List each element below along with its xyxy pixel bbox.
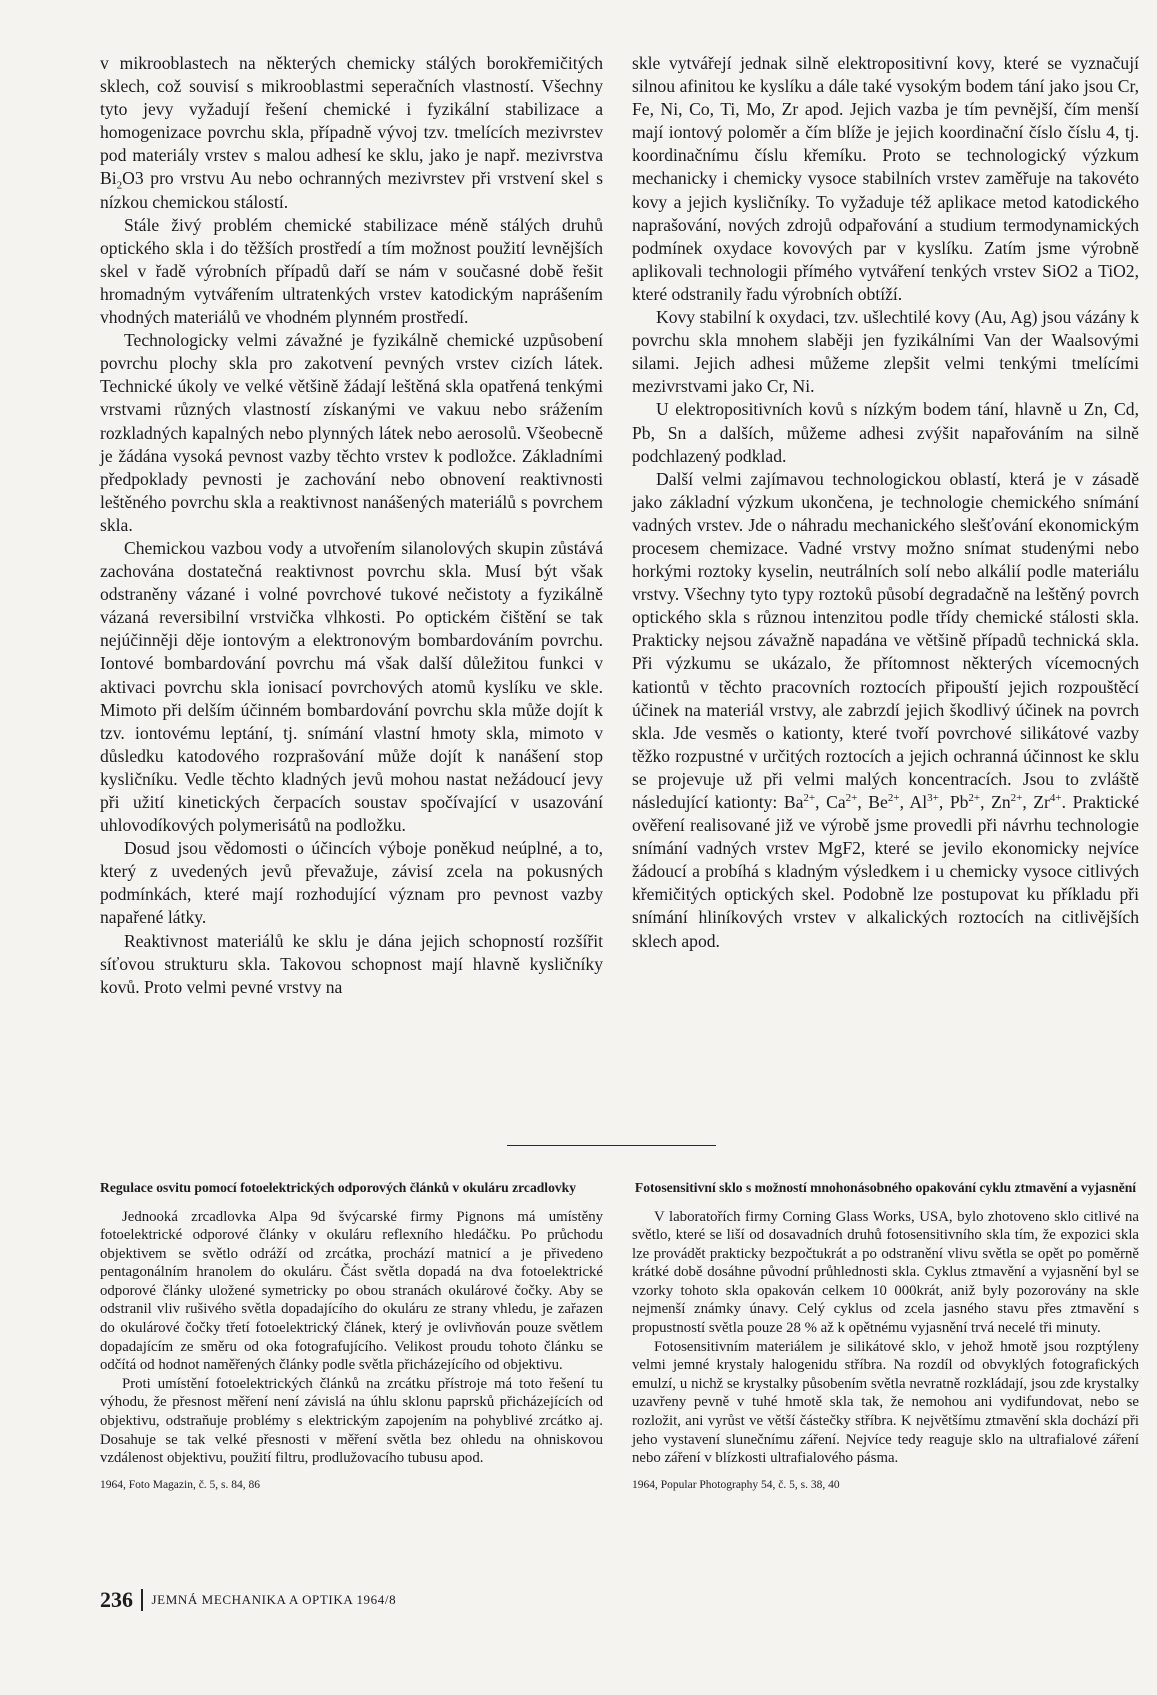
paragraph: Technologicky velmi závažné je fyzikálně chemické uzpůsobení povrchu plochy skla pro zakotvení pevných vrstev cizích látek. Technické úkoly ve velké většině žádají leštěná skla opatřená tenkými vrstvami různých vlastností získanými ve vakuu nebo srážením rozkladných kapalných nebo plynných látek nebo aerosolů. Všeobecně je žádána vysoká pevnost vazby těchto vrstev k podložce. Základními předpoklady pevnosti je zachování nebo obnovení reaktivnosti leštěného povrchu skla a reaktivnost nanášených materiálů s povrchem skla. bbox=[100, 330, 603, 535]
paragraph: Stále živý problém chemické stabilizace méně stálých druhů optického skla i do těžších prostředí a tím možnost použití levnějších skel v řadě výrobních případů daří se nám v současné době řešit hromadným vytvářením ultratenkých vrstev katodickým naprášením vhodných materiálů ve vhodném plynném prostředí. bbox=[100, 214, 603, 328]
paragraph: V laboratořích firmy Corning Glass Works, USA, bylo zhotoveno sklo citlivé na světlo, které se liší od dosavadních druhů fotosensitivního skla tím, že expozici skla lze provádět prakticky bezpočtukrát a po odstranění vlivu světla se opět po poměrně krátké době dosáhne původní průhlednosti skla. Cyklus ztmavění a vyjasnění byl se vzorky tohoto skla opakován celkem 10 000krát, aniž byly pozorovány na skle nejmenší známky únavy. Celý cyklus od zcela jasného stavu přes ztmavění s propustností světla pouze 28 % až k opětnému vyjasnění trvá necelé tři minuty. bbox=[632, 1208, 1139, 1337]
paragraph: Chemickou vazbou vody a utvořením silanolových skupin zůstává zachována dostatečná reaktivnost povrchu skla. Musí být však odstraněny vázané i volné povrchové tukové nečistoty a fyzikálně vázaná reversibilní vrstvička vlhkosti. Po optickém čištění se tak nejúčinněji děje iontovým a elektronovým bombardováním povrchu. Iontové bombardování povrchu má však další důležitou funkci v aktivaci povrchu skla ionisací povrchových atomů kyslíku ve skle. Mimoto při delším účinném bombardování povrchu skla může dojít k tzv. iontovému leptání, tj. snímání vlastní hmoty skla, mimoto v důsledku katodového rozprašování může dojít k nanášení stop kysličníku. Vedle těchto kladných jevů mohou nastat nežádoucí jevy při užití kinetických čerpacích soustav spočívající v usazování uhlovodíkových polymerisátů na podložku. bbox=[100, 537, 603, 836]
paragraph: Jednooká zrcadlovka Alpa 9d švýcarské firmy Pignons má umístěny fotoelektrické odporové články v okuláru reflexního hledáčku. Po průchodu objektivem se světlo odráží od zrcátka, prochází matnicí a je přivedeno pentagonálním hranolem do okuláru. Část světla dopadá na dva fotoelektrické odporové články uložené symetricky po obou stranách okulárové čočky. Aby se odstranil vliv rušivého světla dopadajícího do okuláru ze strany vhledu, je zařazen do okulárové čočky třetí fotoelektrický článek, který je ovlivňován pouze světlem dopadajícím ze směru od oka fotografujícího. Velikost proudu tohoto článku se odčítá od hodnot naměřených články podle světla přicházejícího od objektivu. bbox=[100, 1208, 603, 1374]
paragraph: skle vytvářejí jednak silně elektropositivní kovy, které se vyznačují silnou afinitou ke kyslíku a dále také vysokým bodem tání jako jsou Cr, Fe, Ni, Co, Ti, Mo, Zr apod. Jejich vazba je tím pevnější, čím menší mají iontový poloměr a čím blíže je jejich koordinační číslo číslu 4, tj. koordinačnímu číslu křemíku. Proto se technologický výzkum mechanicky i chemicky vysoce stabilních vrstev zaměřuje na takovéto kovy a jejich kysličníky. To vyžaduje též aplikace metod katodického naprašování, nových zdrojů odpařování a studium termodynamických podmínek oxydace kovových par v kyslíku. Zatím jsme výrobně aplikovali technologii přímého vytváření tenkých vrstev SiO2 a TiO2, které odstranily řadu výrobních obtíží. bbox=[632, 53, 1139, 304]
footer-separator bbox=[141, 1589, 143, 1611]
paragraph: v mikrooblastech na některých chemicky stálých borokřemičitých sklech, což souvisí s mikrooblastmi seperačních vlastností. Všechny tyto jevy vyžadují řešení chemické i fyzikální stabilizace a homogenizace povrchu skla, případně vývoj tzv. tmelících mezivrstev pod materiály vrstev s malou adhesí ke sklu, jako je např. mezivrstva $Bi_2O3$ pro vrstvu Au nebo ochranných mezivrstev při vrstvení skel s nízkou chemickou stálostí. bbox=[100, 53, 603, 212]
news-title: Fotosensitivní sklo s možností mnohonásobného opakování cyklu ztmavění a vyjasnění bbox=[634, 1180, 1137, 1195]
paragraph: Kovy stabilní k oxydaci, tzv. ušlechtilé kovy (Au, Ag) jsou vázány k povrchu skla mnohem slaběji jen fyzikálními Van der Waalsovými silami. Jejich adhesi můžeme zlepšit velmi tenkými tmelícími mezivrstvami jako Cr, Ni. bbox=[632, 307, 1139, 397]
article-right-column bbox=[632, 52, 1139, 953]
news-item-left bbox=[100, 1180, 603, 1494]
article-left-column bbox=[100, 52, 603, 999]
journal-name: JEMNÁ MECHANIKA A OPTIKA 1964/8 bbox=[151, 1592, 397, 1607]
news-item-right bbox=[632, 1180, 1139, 1494]
page-footer bbox=[100, 1587, 396, 1613]
paragraph: Fotosensitivním materiálem je silikátové sklo, v jehož hmotě jsou rozptýleny velmi jemné krystaly halogenidu stříbra. Na rozdíl od obvyklých fotografických emulzí, u nichž se krystalky působením světla nevratně rozkládají, jsou zde krystalky uzavřeny pevně v tuhé hmotě skla tak, že nemohou ani vydifundovat, nebo se rozložit, ani vyrůst ve větší částečky stříbra. K největšímu ztmavění skla dochází při jeho vystavení slunečnímu záření. Nejvíce tedy reaguje sklo na ultrafialové záření nebo záření v blízkosti ultrafialového pásma. bbox=[632, 1338, 1139, 1467]
paragraph: U elektropositivních kovů s nízkým bodem tání, hlavně u Zn, Cd, Pb, Sn a dalších, můžeme adhesi zvýšit napařováním na silně podchlazený podklad. bbox=[632, 399, 1139, 466]
news-title: Regulace osvitu pomocí fotoelektrických odporových článků v okuláru zrcadlovky bbox=[100, 1180, 577, 1195]
paragraph: Proti umístění fotoelektrických článků na zrcátku přístroje má toto řešení tu výhodu, že přesnost měření není závislá na úhlu sklonu paprsků přicházejících od objektivu, odstraňuje problémy s elektrickým zapojením na pohyblivé zrcátko aj. Dosahuje se tak velké přesnosti v měření světla bez ohledu na ohniskovou vzdálenost objektivu, použití filtru, prodlužovacího tubusu apod. bbox=[100, 1375, 603, 1467]
paragraph: Dosud jsou vědomosti o účincích výboje poněkud neúplné, a to, který z uvedených jevů převažuje, závisí zcela na pokusných podmínkách, které mají rozhodující význam pro pevnost vazby napařené látky. bbox=[100, 838, 603, 928]
paragraph: Reaktivnost materiálů ke sklu je dána jejich schopností rozšířit síťovou strukturu skla. Takovou schopnost mají hlavně kysličníky kovů. Proto velmi pevné vrstvy na bbox=[100, 930, 603, 997]
source-citation: 1964, Popular Photography 54, č. 5, s. 38, 40 bbox=[632, 1478, 840, 1491]
page-number: 236 bbox=[100, 1587, 133, 1612]
section-divider bbox=[507, 1145, 716, 1146]
source-citation: 1964, Foto Magazin, č. 5, s. 84, 86 bbox=[100, 1478, 261, 1491]
paragraph: Další velmi zajímavou technologickou oblastí, která je v zásadě jako základní výzkum ukončena, je technologie chemického snímání vadných vrstev. Jde o náhradu mechanického slešťování ekonomickým procesem chemizace. Vadné vrstvy možno snímat studenými nebo horkými roztoky kyselin, neutrálních solí nebo alkálií podle materiálu vrstvy. Všechny tyto typy roztoků působí degradačně na leštěný povrch optického skla s různou intenzitou podle třídy chemické stálosti skla. Prakticky nejsou závažně napadána ve většině případů technická skla. Při výzkumu se ukázalo, že přítomnost některých vícemocných kationtů v těchto pracovních roztocích připouští jejich rozpouštěcí účinek na materiál vrstvy, ale zabrzdí jejich škodlivý účinek na povrch skla. Jde vesměs o kationty, které tvoří povrchové silikátové vazby těžko rozpustné v určitých roztocích a jejich ochranná účinnost ke sklu se projevuje už při velmi malých koncentracích. Jsou to zvláště následující kationty: $Ba^{2+}$, $Ca^{2+}$, $Be^{2+}$, $Al^{3+}$, $Pb^{2+}$, $Zn^{2+}$, $Zr^{4+}$. Praktické ověření realisované již ve výrobě jsme provedli při návrhu technologie snímání vadných vrstev MgF2, které se jevilo ekonomicky nejvíce žádoucí a probíhá s kladným výsledkem i u chemicky vysoce citlivých křemičitých optických skel. Podobně lze postupovat ku příkladu při snímání hliníkových vrstev v alkalických roztocích na citlivějších sklech apod. bbox=[632, 468, 1140, 951]
